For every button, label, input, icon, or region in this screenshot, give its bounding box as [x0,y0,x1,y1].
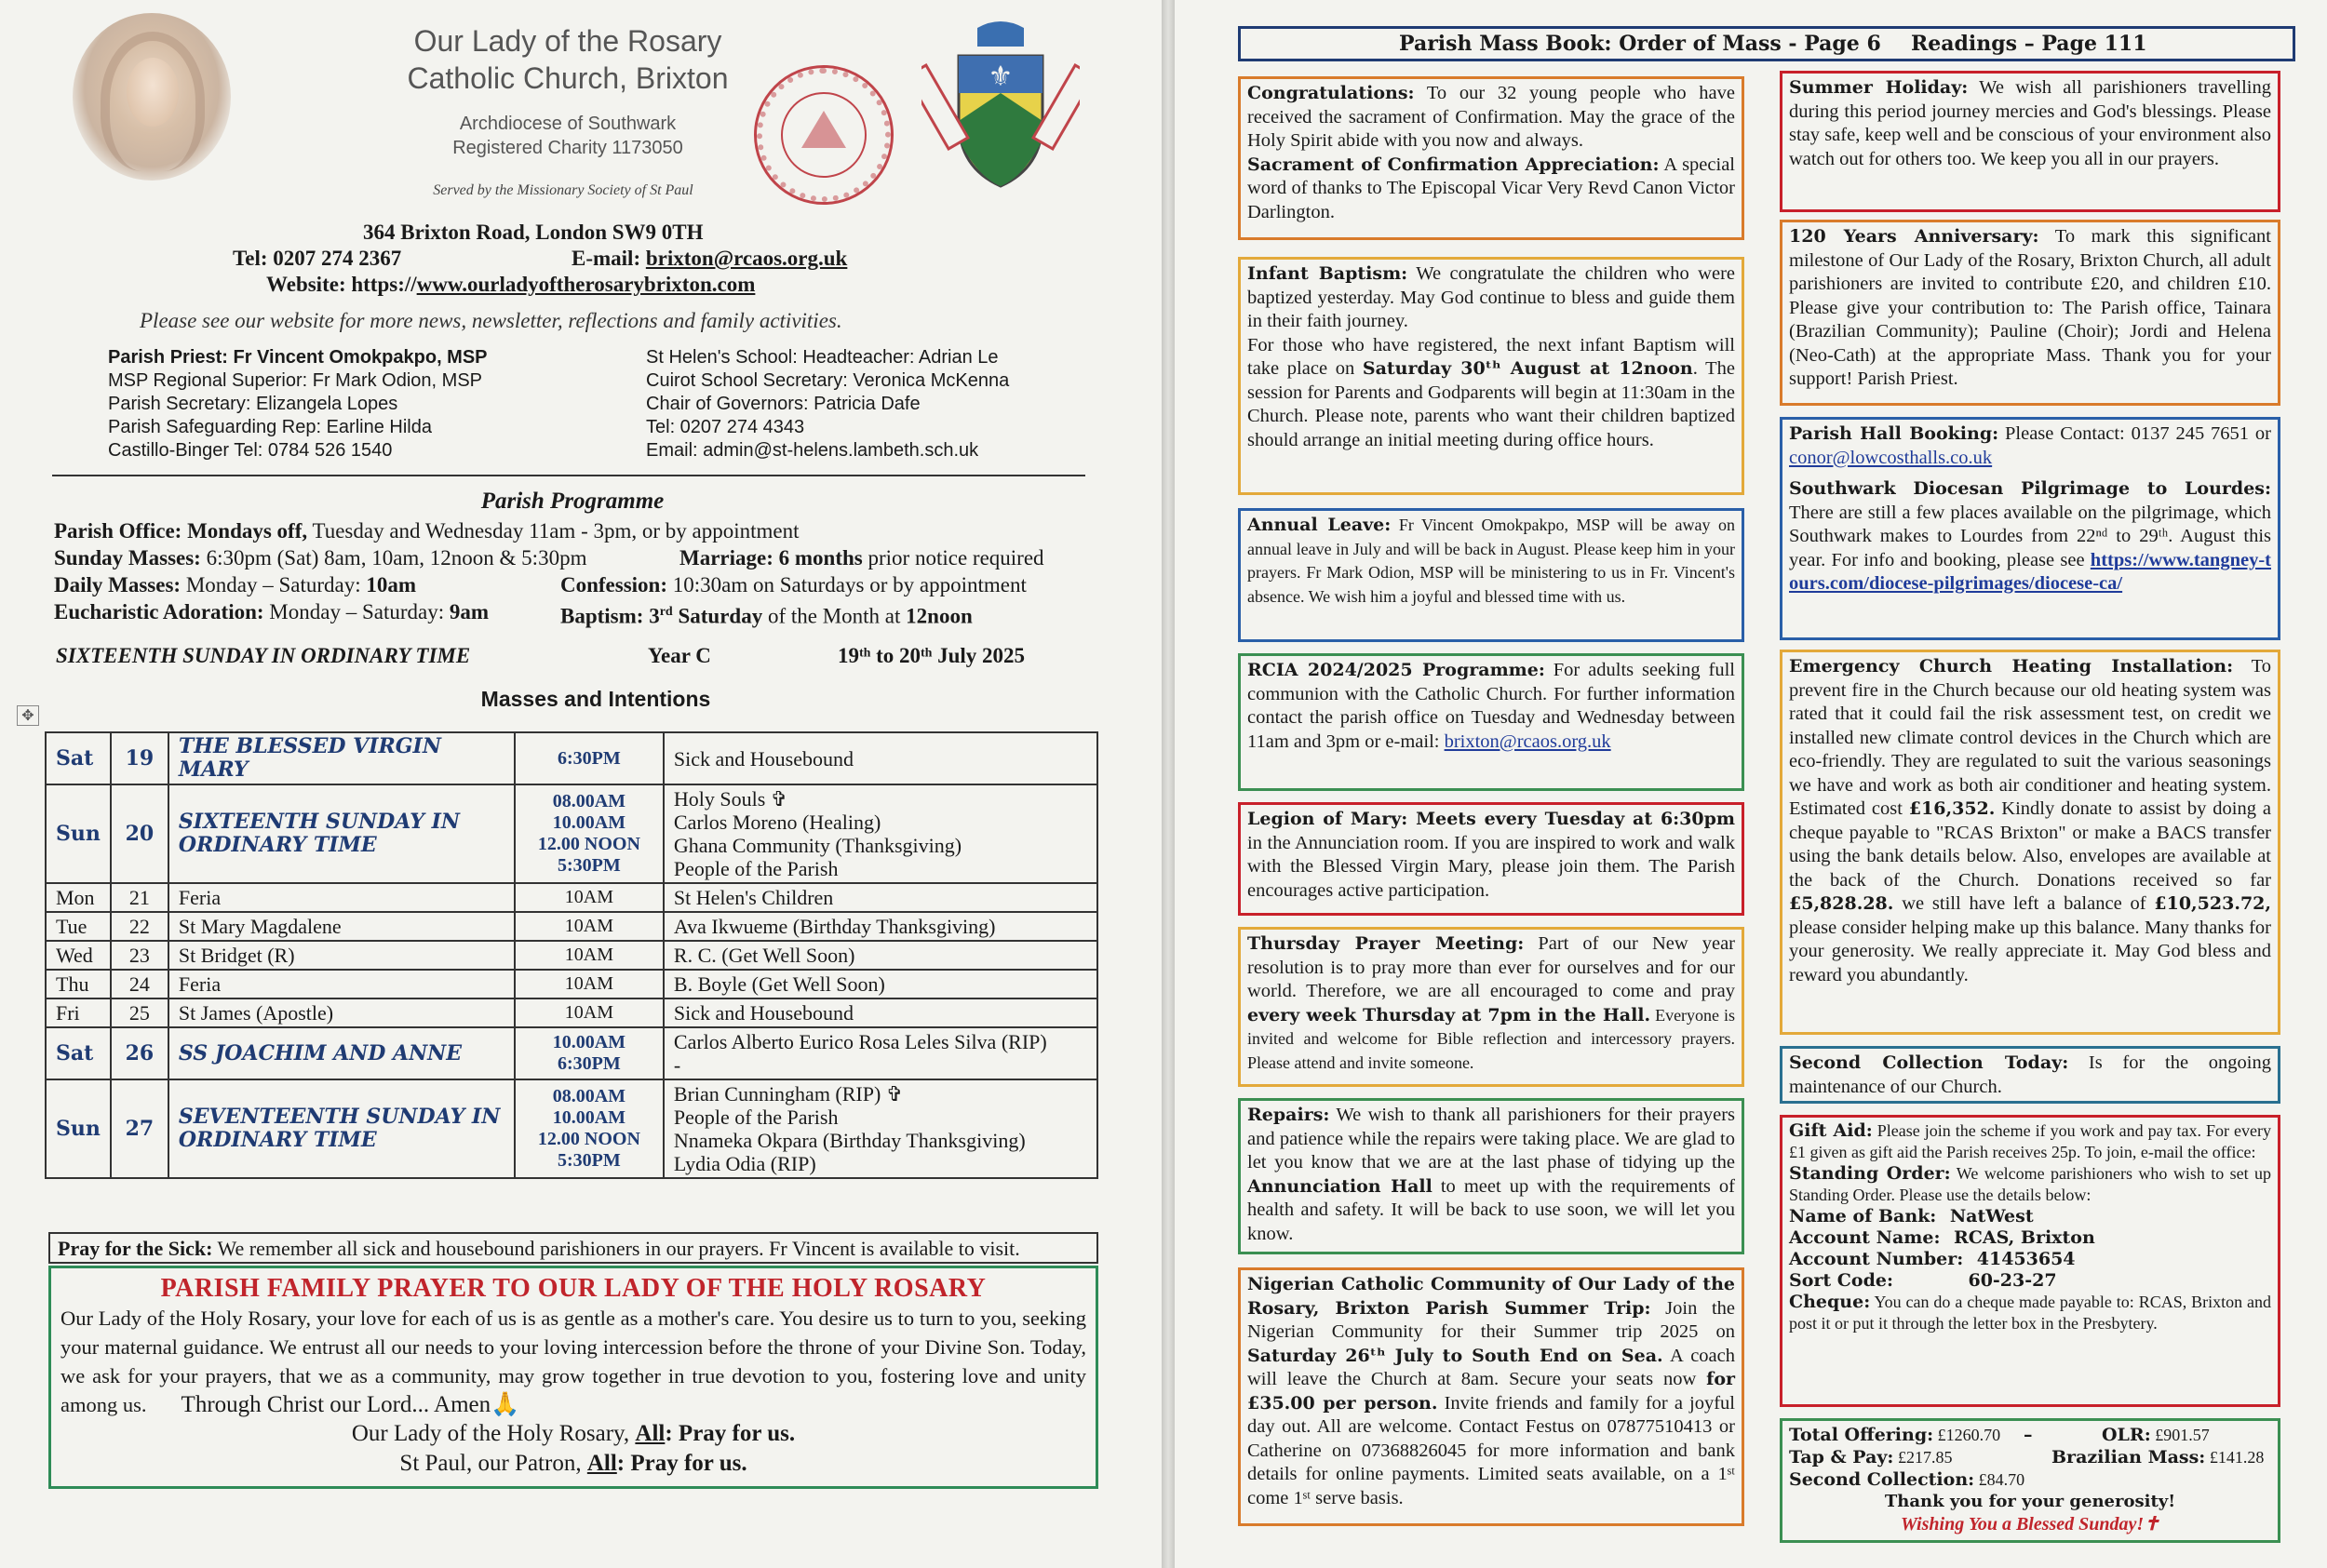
mass-row [46,784,1097,883]
svg-text:⚜: ⚜ [988,60,1014,93]
second-collection-notice [1780,1046,2280,1104]
mass-intention: B. Boyle (Get Well Soon) [664,970,1097,998]
mass-date: 27 [111,1079,168,1178]
annual-leave-notice [1238,508,1744,642]
response-pray: : Pray for us. [616,1451,747,1476]
gift-aid-and-bank-notice [1780,1115,2280,1407]
mass-row [46,970,1097,998]
notice-text: Invite friends and family for a joyful day out. All are welcome. Contact Festus on 07877510413 or Catherine on 07368826045 for more information and bank details for online payments. Limited seats available, on a 1ˢᵗ come 1ˢᵗ serve basis. [1247,1392,1735,1508]
notice-text: Join the Nigerian Community for their Summer trip 2025 on [1247,1297,1736,1342]
right-page [1175,0,2327,1568]
staff-item: Parish Secretary: Elizangela Lopes [108,394,398,414]
mass-date: 26 [111,1027,168,1079]
confession-text: 10:30am on Saturdays or by appointment [667,573,1027,596]
mass-row [46,732,1097,784]
divider [52,475,1085,476]
programme-row [54,598,1115,628]
tap-value: £217.85 [1897,1448,1953,1467]
mass-row [46,1027,1097,1079]
second-collection-row [1789,1468,2271,1491]
total-label: Total Offering: [1789,1425,1934,1445]
parish-priest: Parish Priest: Fr Vincent Omokpakpo, MSP [108,347,488,368]
pray-for-sick [48,1232,1098,1264]
mass-feast: St Bridget (R) [168,941,515,970]
bank-label: Name of Bank: [1789,1206,1937,1226]
notice-emphasis: Meets every Tuesday at 6:30pm [1407,809,1736,829]
mass-date: 25 [111,998,168,1027]
mass-time: 10AM [515,941,664,970]
notice-label: Thursday Prayer Meeting: [1247,933,1525,954]
mass-time: 10AM [515,912,664,941]
readings-page: Readings – Page 111 [1911,32,2147,56]
notice-label: Cheque: [1789,1292,1871,1312]
email-link[interactable]: brixton@rcaos.org.uk [645,247,848,270]
our-lady-portrait [73,13,231,181]
masses-title: Masses and Intentions [480,687,711,711]
notice-emphasis: Annunciation Hall [1247,1175,1433,1197]
repairs-notice [1238,1098,1744,1254]
staff-item [108,346,488,369]
liturgical-year: Year C [648,644,711,667]
staff-list-right [646,346,1009,462]
notice-label: Emergency Church Heating Installation: [1789,656,2234,677]
notice-text: to meet up with the requirements of health and safety. It will be back to use soon, we will let you know. [1247,1175,1735,1244]
staff-item: Email: admin@st-helens.lambeth.sch.uk [646,440,979,461]
address: 364 Brixton Road, London SW9 0TH [363,221,704,244]
sunday-title: SIXTEENTH SUNDAY IN ORDINARY TIME [56,644,471,667]
marriage-text: prior notice required [862,546,1044,570]
brazil-value: £141.28 [2209,1448,2265,1467]
mass-intention: R. C. (Get Well Soon) [664,941,1097,970]
notice-label: Congratulations: [1247,83,1415,103]
staff-item: St Helen's School: Headteacher: Adrian Le [646,347,999,368]
mass-day: Sun [46,784,111,883]
rcia-email-link[interactable]: brixton@rcaos.org.uk [1444,730,1611,752]
mass-intention: Holy Souls ✞ Carlos Moreno (Healing) Ghana Community (Thanksgiving) People of the Parish [664,784,1097,883]
thursday-prayer-notice [1238,927,1744,1087]
charity-number: Registered Charity 1173050 [452,138,683,158]
staff-item: Tel: 0207 274 4343 [646,417,805,437]
baptism-text: Saturday [672,604,763,628]
mass-intention: St Helen's Children [664,883,1097,912]
email-label: E-mail: [572,247,646,270]
email-line [572,246,847,272]
mass-date: 20 [111,784,168,883]
nigerian-community-trip-notice [1238,1267,1744,1526]
notice-text: in the Annunciation room. If you are inspired to work and walk with the Blessed Virgin Mary, please join them. The Parish encourages active participation. [1247,832,1735,901]
mass-time: 08.00AM 10.00AM 12.00 NOON 5:30PM [515,784,664,883]
mass-day: Sat [46,1027,111,1079]
mass-feast: THE BLESSED VIRGIN MARY [168,732,515,784]
baptism-label: Baptism: 3 [560,604,660,628]
notice-label: Repairs: [1247,1105,1330,1125]
blessing-text: Wishing You a Blessed Sunday!✝ [1901,1514,2159,1534]
mass-date: 22 [111,912,168,941]
notice-label: Nigerian Catholic Community of Our Lady of the Rosary, Brixton Parish Summer Trip: [1247,1274,1735,1319]
confession-label: Confession: [560,573,668,596]
lourdes-link[interactable]: https://www.tangney-tours.com/diocese-pilgrimages/diocese-ca/ [1789,549,2271,594]
mass-day: Thu [46,970,111,998]
staff-list-left [108,346,488,462]
programme-row [54,517,1115,544]
adoration-label: Eucharistic Adoration: [54,600,264,623]
website-link[interactable]: www.ourladyoftherosarybrixton.com [416,273,756,296]
date-range: 19ᵗʰ to 20ᵗʰ July 2025 [838,644,1026,667]
heating-balance: £10,523.72, [2154,893,2271,914]
confirmation-notice [1238,76,1744,240]
mass-time: 08.00AM 10.00AM 12.00 NOON 5:30PM [515,1079,664,1178]
family-prayer-box [48,1266,1098,1489]
notice-label: Annual Leave: [1247,515,1392,535]
baptism-sup: rd [659,605,673,619]
website-line [266,272,755,298]
notice-label: Infant Baptism: [1247,263,1408,284]
prayer-ending: Through Christ our Lord... Amen🙏 [146,1392,520,1417]
hall-email-link[interactable]: conor@lowcosthalls.co.uk [1789,447,1993,468]
notice-text: Kindly donate to assist by doing a cheque payable to "RCAS Brixton" or make a BACS transfer using the bank details below. Also, envelopes are available at the back of the Church. Donations received so far [1789,798,2271,891]
website-note: Please see our website for more news, newsletter, reflections and family activities. [140,309,842,332]
notice-label: Parish Hall Booking: [1789,423,1999,444]
mass-feast: Feria [168,970,515,998]
bank-value: 41453654 [1976,1249,2076,1269]
notice-label: Summer Holiday: [1789,77,1969,98]
mass-intention: Sick and Housebound [664,998,1097,1027]
notice-label: Gift Aid: [1789,1120,1873,1141]
notice-text: We wish to thank all parishioners for their prayers and patience while the repairs were taking place. We are glad to let you know that we are at the last phase of tidying up the [1247,1105,1735,1173]
phone: Tel: 0207 274 2367 [233,247,402,270]
mass-row [46,941,1097,970]
sunday-text: 6:30pm (Sat) 8am, 10am, 12noon & 5:30pm [200,546,587,570]
notice-emphasis: for £35.00 per person. [1247,1369,1735,1414]
mass-row [46,998,1097,1027]
staff-item: Castillo-Binger Tel: 0784 526 1540 [108,440,393,461]
baptism-notice [1238,257,1744,495]
second-label: Second Collection: [1789,1469,1975,1490]
notice-text: A special word of thanks to The Episcopal Vicar Very Revd Canon Victor Darlington. [1247,154,1735,222]
olr-value: £901.57 [2155,1426,2210,1444]
response-all: All [635,1421,666,1446]
notice-text: Everyone is invited and welcome for Bible reflection and intercessory prayers. Please attend and invite someone. [1247,1005,1735,1072]
notice-text: we still have left a balance of [1893,893,2155,914]
table-move-handle-icon[interactable]: ✥ [17,705,39,726]
parish-programme [54,517,1115,628]
mass-book-header [1238,26,2295,61]
adoration-text: Monday – Saturday: [263,600,450,623]
legion-of-mary-notice [1238,802,1744,916]
archdiocese-block [410,112,726,160]
collections-box [1780,1418,2280,1543]
notice-text: Please Contact: 0137 245 7651 or [1998,423,2271,444]
mass-feast: St James (Apostle) [168,998,515,1027]
notice-emphasis: every week Thursday at 7pm in the Hall. [1247,1004,1651,1025]
mass-feast: SS JOACHIM AND ANNE [168,1027,515,1079]
prayer-body [61,1304,1086,1419]
left-page [0,0,1162,1568]
bank-label: Account Number: [1789,1249,1964,1269]
office-label: Parish Office: Mondays off, [54,519,308,543]
dash: – [2024,1425,2033,1445]
thanks-text: Thank you for your generosity! [1884,1492,2176,1511]
baptism-time: 12noon [906,604,973,628]
heating-notice [1780,650,2280,1035]
sick-text: We remember all sick and housebound parishioners in our prayers. Fr Vincent is available to visit. [212,1237,1020,1260]
notice-text: We congratulate the children who were baptized yesterday. May God continue to bless and guide them in their faith journey. [1247,263,1735,331]
mass-day: Mon [46,883,111,912]
notice-label: Southwark Diocesan Pilgrimage to Lourdes: [1789,478,2271,499]
staff-item: MSP Regional Superior: Fr Mark Odion, MSP [108,370,483,391]
mass-date: 19 [111,732,168,784]
notice-label: RCIA 2024/2025 Programme: [1247,660,1545,680]
mass-date: 21 [111,883,168,912]
notice-text: . The session for Parents and Godparents will begin at 11:30am in the Church. Please note, parents who want their children baptized should arrange an initial meeting during office hours. [1247,358,1735,450]
olr-label: OLR: [2102,1425,2151,1445]
mass-intention: Brian Cunningham (RIP) ✞ People of the Parish Nnameka Okpara (Birthday Thanksgiving) Lydia Odia (RIP) [664,1079,1097,1178]
baptism-date: Saturday 30ᵗʰ August at 12noon [1362,358,1693,379]
staff-item: Parish Safeguarding Rep: Earline Hilda [108,417,432,437]
summer-holiday-notice [1780,71,2280,212]
notice-text: To our 32 young people who have received the sacrament of Confirmation. May the grace of the Holy Spirit abide with you now and always. [1247,83,1735,151]
mass-day: Tue [46,912,111,941]
marriage-label: Marriage: 6 months [679,546,863,570]
brazil-label: Brazilian Mass: [2051,1447,2206,1467]
notice-label: Legion of Mary: [1247,809,1408,829]
website-label: Website: https:// [266,273,417,296]
notice-text: We welcome parishioners who wish to set up Standing Order. Please use the details below: [1789,1164,2271,1204]
daily-time: 10am [366,573,417,596]
notice-text: There are still a few places available on the pilgrimage, which Southwark makes to Lourdes from 22ⁿᵈ to 29ᵗʰ. August this year. For info and booking, please see [1789,502,2271,570]
office-text: Tuesday and Wednesday 11am - 3pm, or by appointment [307,519,800,543]
mass-intention: Sick and Housebound [664,732,1097,784]
mass-date: 23 [111,941,168,970]
programme-title: Parish Programme [480,489,665,514]
prayer-response-1 [61,1419,1086,1449]
response-text: Our Lady of the Holy Rosary, [351,1421,636,1446]
account-number-row [1789,1249,2271,1270]
notice-text: For those who have registered, the next infant Baptism will take place on [1247,334,1735,379]
notice-text: Is for the ongoing maintenance of our Church. [1789,1052,2271,1097]
mass-intention: Carlos Alberto Eurico Rosa Leles Silva (RIP) - [664,1027,1097,1079]
bank-label: Account Name: [1789,1227,1941,1248]
notice-text: For adults seeking full communion with the Catholic Church. For further information contact the parish office on Tuesday and Wednesday between 11am and 3pm or e-mail: [1247,660,1735,752]
anniversary-notice [1780,220,2280,406]
response-pray: : Pray for us. [665,1421,796,1446]
mass-day: Wed [46,941,111,970]
mass-time: 10AM [515,883,664,912]
notice-text: You can do a cheque made payable to: RCAS, Brixton and post it or put it through the letter box in the Presbytery. [1789,1293,2271,1333]
masses-table [45,731,1098,1179]
heating-received: £5,828.28. [1789,893,1894,914]
mass-date: 24 [111,970,168,998]
notice-text: To prevent fire in the Church because our old heating system was rated that it could fail the risk assessment test, on credit we installed new climate control devices in the Church which are eco-friendly. They are regulated to suit the various seasonings we have and work as both air conditioner and heating system. Estimated cost [1789,656,2271,819]
daily-label: Daily Masses: [54,573,182,596]
notice-text: A coach will leave the Church at 8am. Secure your seats now [1247,1345,1736,1389]
mass-feast: St Mary Magdalene [168,912,515,941]
tap-label: Tap & Pay: [1789,1447,1894,1467]
church-name-line1: Our Lady of the Rosary [413,24,722,58]
total-row [1789,1424,2271,1446]
mass-time: 10AM [515,970,664,998]
church-name [391,22,745,97]
adoration-time: 9am [449,600,490,623]
prayer-title: PARISH FAMILY PRAYER TO OUR LADY OF THE HOLY ROSARY [160,1274,987,1303]
daily-text: Monday – Saturday: [181,573,367,596]
notice-label: Standing Order: [1789,1163,1951,1184]
msp-seal-logo [754,65,894,205]
response-all: All [586,1451,617,1476]
total-value: £1260.70 [1937,1426,2001,1444]
mass-day: Sun [46,1079,111,1178]
mass-day: Fri [46,998,111,1027]
notice-text: Part of our New year resolution is to pray more than ever for ourselves and for our world. Therefore, we are all encouraged to come and pray [1247,933,1735,1001]
mass-intention: Ava Ikwueme (Birthday Thanksgiving) [664,912,1097,941]
sunday-label: Sunday Masses: [54,546,201,570]
notice-text: please consider helping make up this balance. Many thanks for your generosity. We really appreciate it. May God bless and reward you abundantly. [1789,917,2271,985]
mass-row [46,1079,1097,1178]
bank-value: 60-23-27 [1968,1270,2057,1291]
mass-time: 6:30PM [515,732,664,784]
response-text: St Paul, our Patron, [399,1451,587,1476]
notice-label: Second Collection Today: [1789,1052,2069,1073]
mass-time: 10AM [515,998,664,1027]
mass-row [46,912,1097,941]
mass-row [46,883,1097,912]
church-name-line2: Catholic Church, Brixton [407,61,729,95]
bank-name-row [1789,1206,2271,1227]
notice-text: Fr Vincent Omokpakpo, MSP will be away on annual leave in July and will be back in August. Please keep him in your prayers. Fr Mark Odion, MSP will be ministering to us in Fr. Vincent's absence. We wish him a joyful and blessed time with us. [1247,516,1735,606]
heating-cost: £16,352. [1908,798,1996,819]
sort-code-row [1789,1270,2271,1292]
staff-item: Chair of Governors: Patricia Dafe [646,394,921,414]
bank-label: Sort Code: [1789,1270,1893,1291]
notice-text: Please join the scheme if you work and pay tax. For every £1 given as gift aid the Parish receives 25p. To join, e-mail the office: [1789,1121,2271,1161]
archdiocese: Archdiocese of Southwark [459,114,677,134]
baptism-rest: of the Month at [762,604,907,628]
programme-row [54,544,1115,571]
rcia-notice [1238,653,1744,791]
notice-emphasis: Saturday 26ᵗʰ July to South End on Sea. [1247,1345,1663,1366]
mass-day: Sat [46,732,111,784]
mass-feast: Feria [168,883,515,912]
sick-label: Pray for the Sick: [58,1237,213,1260]
prayer-text: Our Lady of the Holy Rosary, your love for each of us is as gentle as a mother's care. You desire us to turn to you, seeking your maternal guidance. We entrust all our needs to your loving intercession before the throne of your Divine Son. Today, we ask for your prayers, that we as a community, may grow together in true devotion to you, fostering love and unity among us. [61,1307,1086,1416]
bank-value: NatWest [1949,1206,2034,1226]
account-name-row [1789,1227,2271,1249]
notice-label: Sacrament of Confirmation Appreciation: [1247,154,1660,175]
bank-value: RCAS, Brixton [1953,1227,2095,1248]
served-by: Served by the Missionary Society of St Paul [433,182,693,198]
staff-item: Cuirot School Secretary: Veronica McKenna [646,370,1010,391]
mass-time: 10.00AM 6:30PM [515,1027,664,1079]
mass-feast: SEVENTEENTH SUNDAY IN ORDINARY TIME [168,1079,515,1178]
mass-feast: SIXTEENTH SUNDAY IN ORDINARY TIME [168,784,515,883]
hall-and-lourdes-notice [1780,417,2280,640]
notice-label: 120 Years Anniversary: [1789,226,2039,247]
second-value: £84.70 [1978,1470,2025,1489]
tap-row [1789,1446,2271,1468]
programme-row [54,571,1115,598]
diocese-crest-logo [921,19,1080,195]
page-gutter [1162,0,1175,1568]
notice-text: We wish all parishioners travelling during this period journey mercies and God's blessings. Please stay safe, keep well and be conscious of your environment also watch out for others too. We keep you all in our prayers. [1789,77,2271,169]
mass-book-page: Parish Mass Book: Order of Mass - Page 6 [1399,32,1881,56]
prayer-response-2 [61,1449,1086,1479]
notice-text: To mark this significant milestone of Our Lady of the Rosary, Brixton Church, all adult parishioners are invited to contribute £20, and children £10. Please give your contribution to: The Parish office, Tainara (Brazilian Community); Pauline (Choir); Jordi and Helena (Neo-Cath) at the appropriate Mass. Thank you for your support! Parish Priest. [1789,226,2271,389]
